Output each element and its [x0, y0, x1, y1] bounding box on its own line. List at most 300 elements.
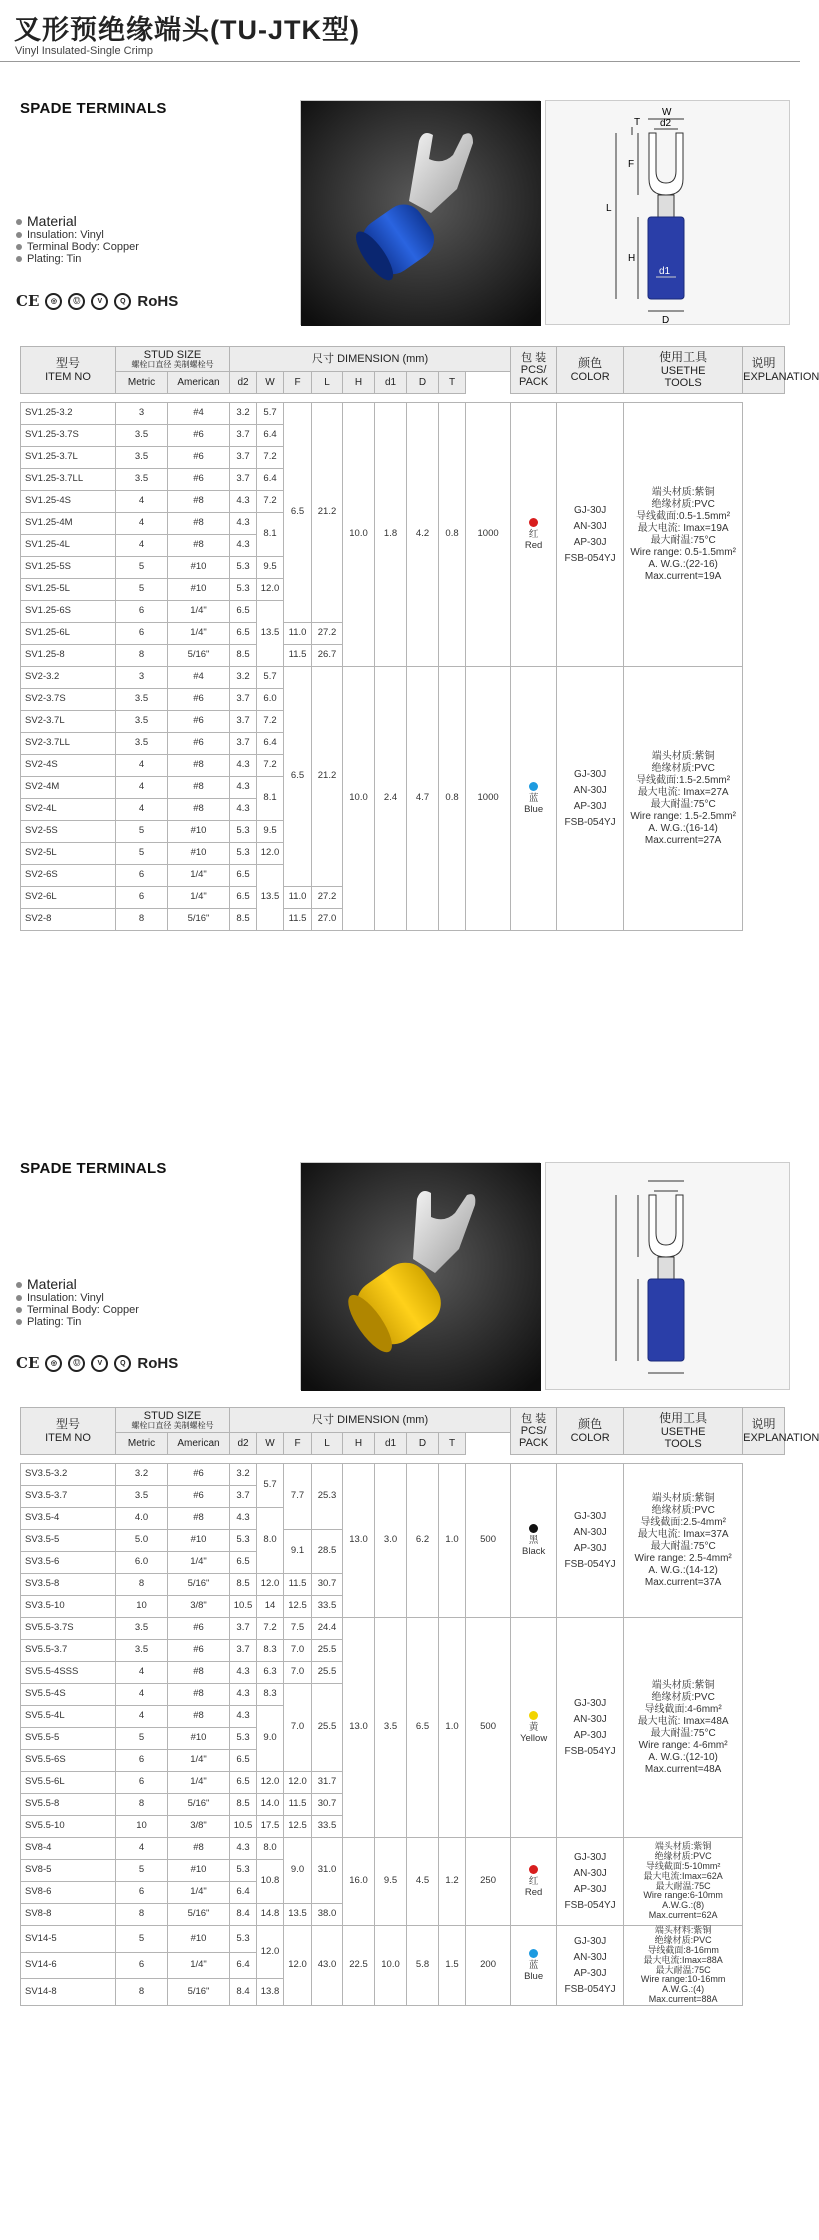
explanation-cell	[624, 1464, 743, 1618]
tool-name: AP-30J	[573, 1543, 607, 1554]
header-model-cn: 型号	[55, 1417, 80, 1432]
metric-size: 6.0	[116, 1552, 168, 1574]
color-en: Red	[524, 1886, 543, 1898]
dim-w: 12.0	[257, 843, 284, 865]
dim-t: 1.2	[439, 1838, 466, 1926]
item-no: SV1.25-8	[21, 645, 116, 667]
metric-size: 4	[116, 777, 168, 799]
metric-size: 6	[116, 1952, 168, 1979]
item-no: SV5.5-6S	[21, 1750, 116, 1772]
metric-size: 6	[116, 887, 168, 909]
header-model-en: ITEM NO	[45, 1431, 91, 1444]
explanation-line: 绝缘材质:PVC	[651, 1505, 715, 1516]
material-line: Plating: Tin	[16, 253, 139, 265]
header-expl-cn: 说明	[751, 356, 776, 371]
item-no: SV1.25-4S	[21, 491, 116, 513]
header-dimension: 尺寸 DIMENSION (mm)	[312, 352, 429, 365]
dim-label-L: L	[606, 203, 612, 214]
material-line: Plating: Tin	[16, 1316, 139, 1328]
metric-size: 5	[116, 579, 168, 601]
dim-d2: 5.3	[230, 1728, 257, 1750]
explanation-line: 最大耐温:75C	[655, 1964, 711, 1975]
american-size: #8	[168, 1706, 230, 1728]
explanation-line: 端头材质:紫铜	[651, 1493, 715, 1504]
dim-d2: 4.3	[230, 1508, 257, 1530]
dim-d2: 3.7	[230, 447, 257, 469]
metric-size: 10	[116, 1596, 168, 1618]
dim-l: 30.7	[312, 1574, 343, 1596]
explanation-line: 导线截面:8-16mm	[647, 1944, 719, 1955]
dim-l: 33.5	[312, 1816, 343, 1838]
american-size: #8	[168, 799, 230, 821]
dim-d2: 4.3	[230, 1838, 257, 1860]
dim-pack: 500	[466, 1464, 511, 1618]
metric-size: 4	[116, 755, 168, 777]
dim-d1: 3.0	[375, 1464, 407, 1618]
dim-d2: 6.5	[230, 865, 257, 887]
item-no: SV2-4L	[21, 799, 116, 821]
dim-pack: 250	[466, 1838, 511, 1926]
tool-name: AN-30J	[573, 785, 607, 796]
dim-l: 25.3	[312, 1464, 343, 1530]
header-stud-cn: 螺栓口直径 美制螺栓号	[131, 1420, 214, 1430]
header-L: L	[312, 372, 343, 394]
dim-d2: 3.7	[230, 689, 257, 711]
cert-logos	[16, 1354, 178, 1372]
item-no: SV5.5-6L	[21, 1772, 116, 1794]
dim-l: 25.5	[312, 1640, 343, 1662]
dim-d2: 6.4	[230, 1952, 257, 1979]
dim-f: 12.5	[284, 1816, 312, 1838]
color-cn: 蓝	[528, 1960, 539, 1972]
american-size: #8	[168, 1838, 230, 1860]
american-size: #8	[168, 513, 230, 535]
explanation-line: 导线截面:0.5-1.5mm²	[636, 511, 731, 522]
metric-size: 5	[116, 843, 168, 865]
american-size: 1/4"	[168, 1952, 230, 1979]
header-model-cn: 型号	[55, 356, 80, 371]
explanation-line: 端头材质:紫铜	[651, 487, 715, 498]
dim-d2: 10.5	[230, 1596, 257, 1618]
metric-size: 8	[116, 645, 168, 667]
american-size: 5/16"	[168, 909, 230, 931]
color-cell	[511, 1618, 557, 1838]
metric-size: 6	[116, 865, 168, 887]
metric-size: 3.5	[116, 1640, 168, 1662]
metric-size: 4	[116, 1684, 168, 1706]
dim-d2: 6.5	[230, 1772, 257, 1794]
metric-size: 6	[116, 1750, 168, 1772]
color-en: Blue	[524, 803, 544, 815]
dim-d2: 6.5	[230, 1750, 257, 1772]
color-dot-icon	[529, 1865, 538, 1874]
section2-material	[16, 1276, 139, 1328]
header-expl-en: EXPLANATION	[743, 1431, 819, 1444]
dim-d2: 3.7	[230, 1640, 257, 1662]
dim-d2: 4.3	[230, 799, 257, 821]
item-no: SV1.25-3.2	[21, 403, 116, 425]
item-no: SV1.25-6L	[21, 623, 116, 645]
dim-w: 8.1	[257, 777, 284, 821]
color-en: Blue	[524, 1970, 544, 1982]
item-no: SV1.25-3.7LL	[21, 469, 116, 491]
american-size: #10	[168, 1728, 230, 1750]
table-row	[21, 1926, 785, 1953]
dim-d1: 2.4	[375, 667, 407, 931]
metric-size: 6	[116, 623, 168, 645]
metric-size: 5	[116, 821, 168, 843]
dim-h: 16.0	[343, 1838, 375, 1926]
color-cn: 黄	[528, 1722, 539, 1734]
dim-w: 12.0	[257, 579, 284, 601]
dim-l: 31.7	[312, 1772, 343, 1794]
explanation-line: 最大耐温:75°C	[650, 1541, 716, 1552]
item-no: SV5.5-5	[21, 1728, 116, 1750]
item-no: SV2-3.2	[21, 667, 116, 689]
american-size: #8	[168, 1662, 230, 1684]
item-no: SV5.5-4S	[21, 1684, 116, 1706]
spec-table-1: 型号 ITEM NO STUD SIZE 螺栓口直径 美制螺栓号 尺寸 DIMENSION (mm) 包 装 PCS/ PACK 颜色 COLOR 使用工具 USETHE TOOLS 说明 EXPLANATION Metric American d2 W F L H d1 D T SV1.25-3.2 3 #4 3.2 5.7 6.5 21.2 10.0 1.8 4.2 0.8 1000 红 Red GJ-30J AN-30J AP-30J FSB-054YJ 端头材质:紫铜 绝缘材质:PVC 导线截面:0.5-1.5mm² 最大电流: Imax=19A 最大耐温:75°C Wire range: 0.5-1.5mm² A. W.G.:(22-16) Max.current=19A SV1.25-3.7S 3.5 #6 3.7 6.4 SV1.25-3.7L 3.5 #6 3.7 7.2 SV1.25-3.7LL 3.5 #6 3.7 6.4 SV1.25-4S 4 #8 4.3 7.2 SV1.25-4M 4 #8 4.3 8.1 SV1.25-4L 4 #8 4.3 SV1.25-5S 5 #10 5.3 9.5 SV1.25-5L 5 #10 5.3 12.0 SV1.25-6S 6 1/4" 6.5 13.5 SV1.25-6L 6 1/4" 6.5 11.0 27.2 SV1.25-8 8 5/16" 8.5 11.5 26.7 SV2-3.2 3 #4 3.2 5.7 6.5 21.2 10.0 2.4 4.7 0.8 1000 蓝 Blue GJ-30J AN-30J AP-30J FSB-054YJ 端头材质:紫铜 绝缘材质:PVC 导线截面:1.5-2.5mm² 最大电流: Imax=27A 最大耐温:75°C Wire range: 1.5-2.5mm² A. W.G.:(16-14) Max.current=27A SV2-3.7S 3.5 #6 3.7 6.0 SV2-3.7L 3.5 #6 3.7 7.2 SV2-3.7LL 3.5 #6 3.7 6.4 SV2-4S 4 #8 4.3 7.2 SV2-4M 4 #8 4.3 8.1 SV2-4L 4 #8 4.3 SV2-5S 5 #10 5.3 9.5 SV2-5L 5 #10 5.3 12.0 SV2-6S 6 1/4" 6.5 13.5 SV2-6L 6 1/4" 6.5 11.0 27.2 SV2-8 8 5/16" 8.5 11.5 27.0	[20, 346, 785, 931]
american-size: #4	[168, 403, 230, 425]
metric-size: 3.5	[116, 1618, 168, 1640]
american-size: #6	[168, 1640, 230, 1662]
explanation-line: 导线截面:5-10mm²	[645, 1860, 721, 1871]
dim-w: 7.2	[257, 755, 284, 777]
tool-name: FSB-054YJ	[564, 1900, 616, 1911]
dim-w: 9.0	[257, 1706, 284, 1772]
dim-d2: 8.5	[230, 1574, 257, 1596]
item-no: SV3.5-8	[21, 1574, 116, 1596]
explanation-line: 最大电流: Imax=19A	[637, 523, 729, 534]
dim-h: 13.0	[343, 1464, 375, 1618]
tool-name: FSB-054YJ	[564, 553, 616, 564]
dim-t: 0.8	[439, 667, 466, 931]
cert-icon: Ⓤ	[68, 293, 85, 310]
material-line: Insulation: Vinyl	[16, 1292, 139, 1304]
color-en: Red	[524, 539, 543, 551]
american-size: 5/16"	[168, 1904, 230, 1926]
dim-w: 13.5	[257, 865, 284, 931]
dim-d: 4.7	[407, 667, 439, 931]
item-no: SV1.25-6S	[21, 601, 116, 623]
tools-cell	[557, 1838, 624, 1926]
item-no: SV2-4M	[21, 777, 116, 799]
header-pack-en: PCS/	[520, 1424, 547, 1437]
section2-title: SPADE TERMINALS	[20, 1160, 167, 1177]
dim-w: 5.7	[257, 403, 284, 425]
explanation-line: 最大耐温:75°C	[650, 799, 716, 810]
dim-w: 9.5	[257, 557, 284, 579]
tool-name: GJ-30J	[574, 1698, 607, 1709]
american-size: 1/4"	[168, 887, 230, 909]
explanation-line: Wire range: 2.5-4mm²	[634, 1553, 732, 1564]
dim-d2: 6.5	[230, 601, 257, 623]
metric-size: 10	[116, 1816, 168, 1838]
dim-f: 13.5	[284, 1904, 312, 1926]
american-size: #6	[168, 1486, 230, 1508]
cert-icon: ◎	[45, 293, 62, 310]
tools-cell	[557, 1618, 624, 1838]
dim-f: 11.5	[284, 1794, 312, 1816]
material-line: Insulation: Vinyl	[16, 229, 139, 241]
explanation-line: Max.current=88A	[648, 1994, 718, 2005]
american-size: #8	[168, 777, 230, 799]
dim-w: 8.3	[257, 1684, 284, 1706]
tool-name: FSB-054YJ	[564, 817, 616, 828]
color-dot-icon	[529, 1949, 538, 1958]
dim-w: 7.2	[257, 491, 284, 513]
tool-name: AN-30J	[573, 521, 607, 532]
dim-d2: 5.3	[230, 1530, 257, 1552]
dim-d2: 5.3	[230, 557, 257, 579]
explanation-line: A. W.G.:(16-14)	[648, 823, 718, 834]
color-dot-icon	[529, 1524, 538, 1533]
header-stud-en: STUD SIZE	[143, 348, 202, 361]
item-no: SV5.5-3.7S	[21, 1618, 116, 1640]
american-size: #10	[168, 1530, 230, 1552]
explanation-line: Max.current=19A	[644, 571, 722, 582]
tools-cell	[557, 1926, 624, 2006]
item-no: SV5.5-8	[21, 1794, 116, 1816]
american-size: #8	[168, 491, 230, 513]
section1-title: SPADE TERMINALS	[20, 100, 167, 117]
american-size: 3/8"	[168, 1816, 230, 1838]
dim-d2: 3.7	[230, 711, 257, 733]
header-T: T	[439, 372, 466, 394]
item-no: SV3.5-3.2	[21, 1464, 116, 1486]
header-american: American	[168, 1433, 230, 1455]
dim-label-F: F	[628, 159, 635, 170]
tool-name: AN-30J	[573, 1714, 607, 1725]
cert-icon: Ⓤ	[68, 1355, 85, 1372]
american-size: #6	[168, 447, 230, 469]
header-F: F	[284, 1433, 312, 1455]
product-photo	[300, 100, 540, 325]
metric-size: 4	[116, 535, 168, 557]
dim-label-H: H	[628, 253, 636, 264]
dim-d2: 8.4	[230, 1904, 257, 1926]
dim-f: 12.0	[284, 1772, 312, 1794]
tool-name: FSB-054YJ	[564, 1984, 616, 1996]
dim-label-W: W	[662, 107, 672, 118]
item-no: SV2-5S	[21, 821, 116, 843]
explanation-line: A.W.G.:(8)	[662, 1900, 705, 1911]
item-no: SV3.5-5	[21, 1530, 116, 1552]
dim-f: 7.5	[284, 1618, 312, 1640]
american-size: 5/16"	[168, 1979, 230, 2006]
header-color-cn: 颜色	[578, 356, 603, 371]
american-size: #6	[168, 469, 230, 491]
color-en: Yellow	[520, 1732, 548, 1744]
dim-f: 6.5	[284, 403, 312, 623]
color-dot-icon	[529, 782, 538, 791]
item-no: SV14-6	[21, 1952, 116, 1979]
item-no: SV1.25-4L	[21, 535, 116, 557]
american-size: 1/4"	[168, 1772, 230, 1794]
dim-f: 11.5	[284, 909, 312, 931]
dim-d2: 8.5	[230, 909, 257, 931]
dim-d: 6.2	[407, 1464, 439, 1618]
dim-w: 14.0	[257, 1794, 284, 1816]
american-size: #10	[168, 1860, 230, 1882]
explanation-cell	[624, 667, 743, 931]
dim-pack: 200	[466, 1926, 511, 2006]
header-american: American	[168, 372, 230, 394]
metric-size: 8	[116, 1574, 168, 1596]
dim-l: 38.0	[312, 1904, 343, 1926]
material-line: Terminal Body: Copper	[16, 1304, 139, 1316]
dim-l: 25.5	[312, 1684, 343, 1772]
explanation-line: Max.current=62A	[648, 1910, 718, 1921]
dim-label-d2: d2	[660, 118, 672, 129]
dimension-diagram	[545, 100, 790, 325]
tool-name: AN-30J	[573, 1527, 607, 1538]
dim-f: 7.7	[284, 1464, 312, 1530]
explanation-line: 最大电流:Imax=88A	[643, 1954, 723, 1965]
dim-d2: 5.3	[230, 1860, 257, 1882]
dim-t: 1.0	[439, 1618, 466, 1838]
dim-d2: 3.7	[230, 1486, 257, 1508]
metric-size: 4	[116, 799, 168, 821]
metric-size: 6	[116, 1882, 168, 1904]
metric-size: 8	[116, 1904, 168, 1926]
item-no: SV3.5-3.7	[21, 1486, 116, 1508]
american-size: #10	[168, 557, 230, 579]
dim-d: 4.5	[407, 1838, 439, 1926]
dim-f: 7.0	[284, 1662, 312, 1684]
dim-w: 8.0	[257, 1508, 284, 1574]
header-model-en: ITEM NO	[45, 370, 91, 383]
tools-cell	[557, 403, 624, 667]
item-no: SV2-8	[21, 909, 116, 931]
metric-size: 3.5	[116, 1486, 168, 1508]
dim-d2: 8.5	[230, 1794, 257, 1816]
dim-d: 4.2	[407, 403, 439, 667]
header-pack-en: PCS/	[520, 363, 547, 376]
terminal-image	[301, 101, 541, 326]
header-tools-en: USETHE	[660, 364, 706, 377]
metric-size: 6	[116, 1772, 168, 1794]
dimension-diagram	[545, 1162, 790, 1390]
tool-name: AP-30J	[573, 801, 607, 812]
explanation-cell	[624, 1838, 743, 1926]
cert-icon: ◎	[45, 1355, 62, 1372]
cert-icon: V	[91, 293, 108, 310]
explanation-line: 端头材质:紫铜	[651, 1680, 715, 1691]
item-no: SV2-3.7S	[21, 689, 116, 711]
dim-d2: 4.3	[230, 755, 257, 777]
dim-d2: 4.3	[230, 535, 257, 557]
ce-mark: CE	[16, 292, 40, 310]
page-title: 叉形预绝缘端头(TU-JTK型)	[14, 15, 360, 45]
metric-size: 5	[116, 1926, 168, 1953]
explanation-line: 端头材质:紫铜	[651, 751, 715, 762]
dim-d2: 4.3	[230, 777, 257, 799]
explanation-line: 绝缘材质:PVC	[651, 1692, 715, 1703]
tool-name: GJ-30J	[574, 769, 607, 780]
dim-d2: 5.3	[230, 843, 257, 865]
american-size: 5/16"	[168, 1574, 230, 1596]
american-size: 3/8"	[168, 1596, 230, 1618]
dim-l: 21.2	[312, 403, 343, 623]
header-dimension: 尺寸 DIMENSION (mm)	[312, 1413, 429, 1426]
item-no: SV5.5-4L	[21, 1706, 116, 1728]
metric-size: 4	[116, 1662, 168, 1684]
item-no: SV3.5-4	[21, 1508, 116, 1530]
tool-name: AP-30J	[573, 537, 607, 548]
american-size: #6	[168, 425, 230, 447]
explanation-line: 最大电流:Imax=62A	[643, 1870, 723, 1881]
explanation-line: 最大耐温:75C	[655, 1880, 711, 1891]
explanation-line: 最大电流: Imax=27A	[637, 787, 729, 798]
dim-f: 7.0	[284, 1684, 312, 1772]
dim-d1: 9.5	[375, 1838, 407, 1926]
color-en: Black	[522, 1545, 546, 1557]
metric-size: 4	[116, 1838, 168, 1860]
header-F: F	[284, 372, 312, 394]
dim-d2: 3.2	[230, 1464, 257, 1486]
item-no: SV2-6L	[21, 887, 116, 909]
color-cn: 红	[528, 529, 539, 541]
item-no: SV1.25-3.7S	[21, 425, 116, 447]
metric-size: 5.0	[116, 1530, 168, 1552]
item-no: SV5.5-4SSS	[21, 1662, 116, 1684]
dim-d2: 8.5	[230, 645, 257, 667]
section1-material	[16, 213, 139, 265]
metric-size: 4.0	[116, 1508, 168, 1530]
table-row	[21, 1618, 785, 1640]
american-size: 1/4"	[168, 865, 230, 887]
dim-l: 26.7	[312, 645, 343, 667]
explanation-cell	[624, 1926, 743, 2006]
item-no: SV2-6S	[21, 865, 116, 887]
color-dot-icon	[529, 518, 538, 527]
dim-pack: 1000	[466, 667, 511, 931]
explanation-line: Max.current=37A	[644, 1577, 722, 1588]
american-size: #8	[168, 1508, 230, 1530]
dim-h: 22.5	[343, 1926, 375, 2006]
tool-name: AP-30J	[573, 1730, 607, 1741]
dim-d2: 3.2	[230, 403, 257, 425]
explanation-line: 绝缘材质:PVC	[654, 1850, 712, 1861]
dim-h: 10.0	[343, 403, 375, 667]
dim-d2: 3.7	[230, 1618, 257, 1640]
cert-logos	[16, 292, 178, 310]
header-color-en: COLOR	[570, 370, 610, 383]
dim-f: 6.5	[284, 667, 312, 887]
explanation-line: 绝缘材质:PVC	[654, 1934, 712, 1945]
cert-icon: Q	[114, 293, 131, 310]
item-no: SV8-4	[21, 1838, 116, 1860]
american-size: #10	[168, 821, 230, 843]
dim-d1: 10.0	[375, 1926, 407, 2006]
american-size: 1/4"	[168, 1882, 230, 1904]
dim-t: 1.5	[439, 1926, 466, 2006]
explanation-line: 导线截面:2.5-4mm²	[640, 1517, 726, 1528]
dim-w: 6.0	[257, 689, 284, 711]
dim-t: 1.0	[439, 1464, 466, 1618]
dim-l: 21.2	[312, 667, 343, 887]
cert-icon: Q	[114, 1355, 131, 1372]
item-no: SV5.5-10	[21, 1816, 116, 1838]
tool-name: FSB-054YJ	[564, 1559, 616, 1570]
dim-f: 11.5	[284, 1574, 312, 1596]
dim-f: 9.0	[284, 1838, 312, 1904]
explanation-line: Max.current=27A	[644, 835, 722, 846]
dim-d1: 1.8	[375, 403, 407, 667]
dim-l: 27.2	[312, 887, 343, 909]
explanation-line: 导线截面:4-6mm²	[644, 1704, 722, 1715]
